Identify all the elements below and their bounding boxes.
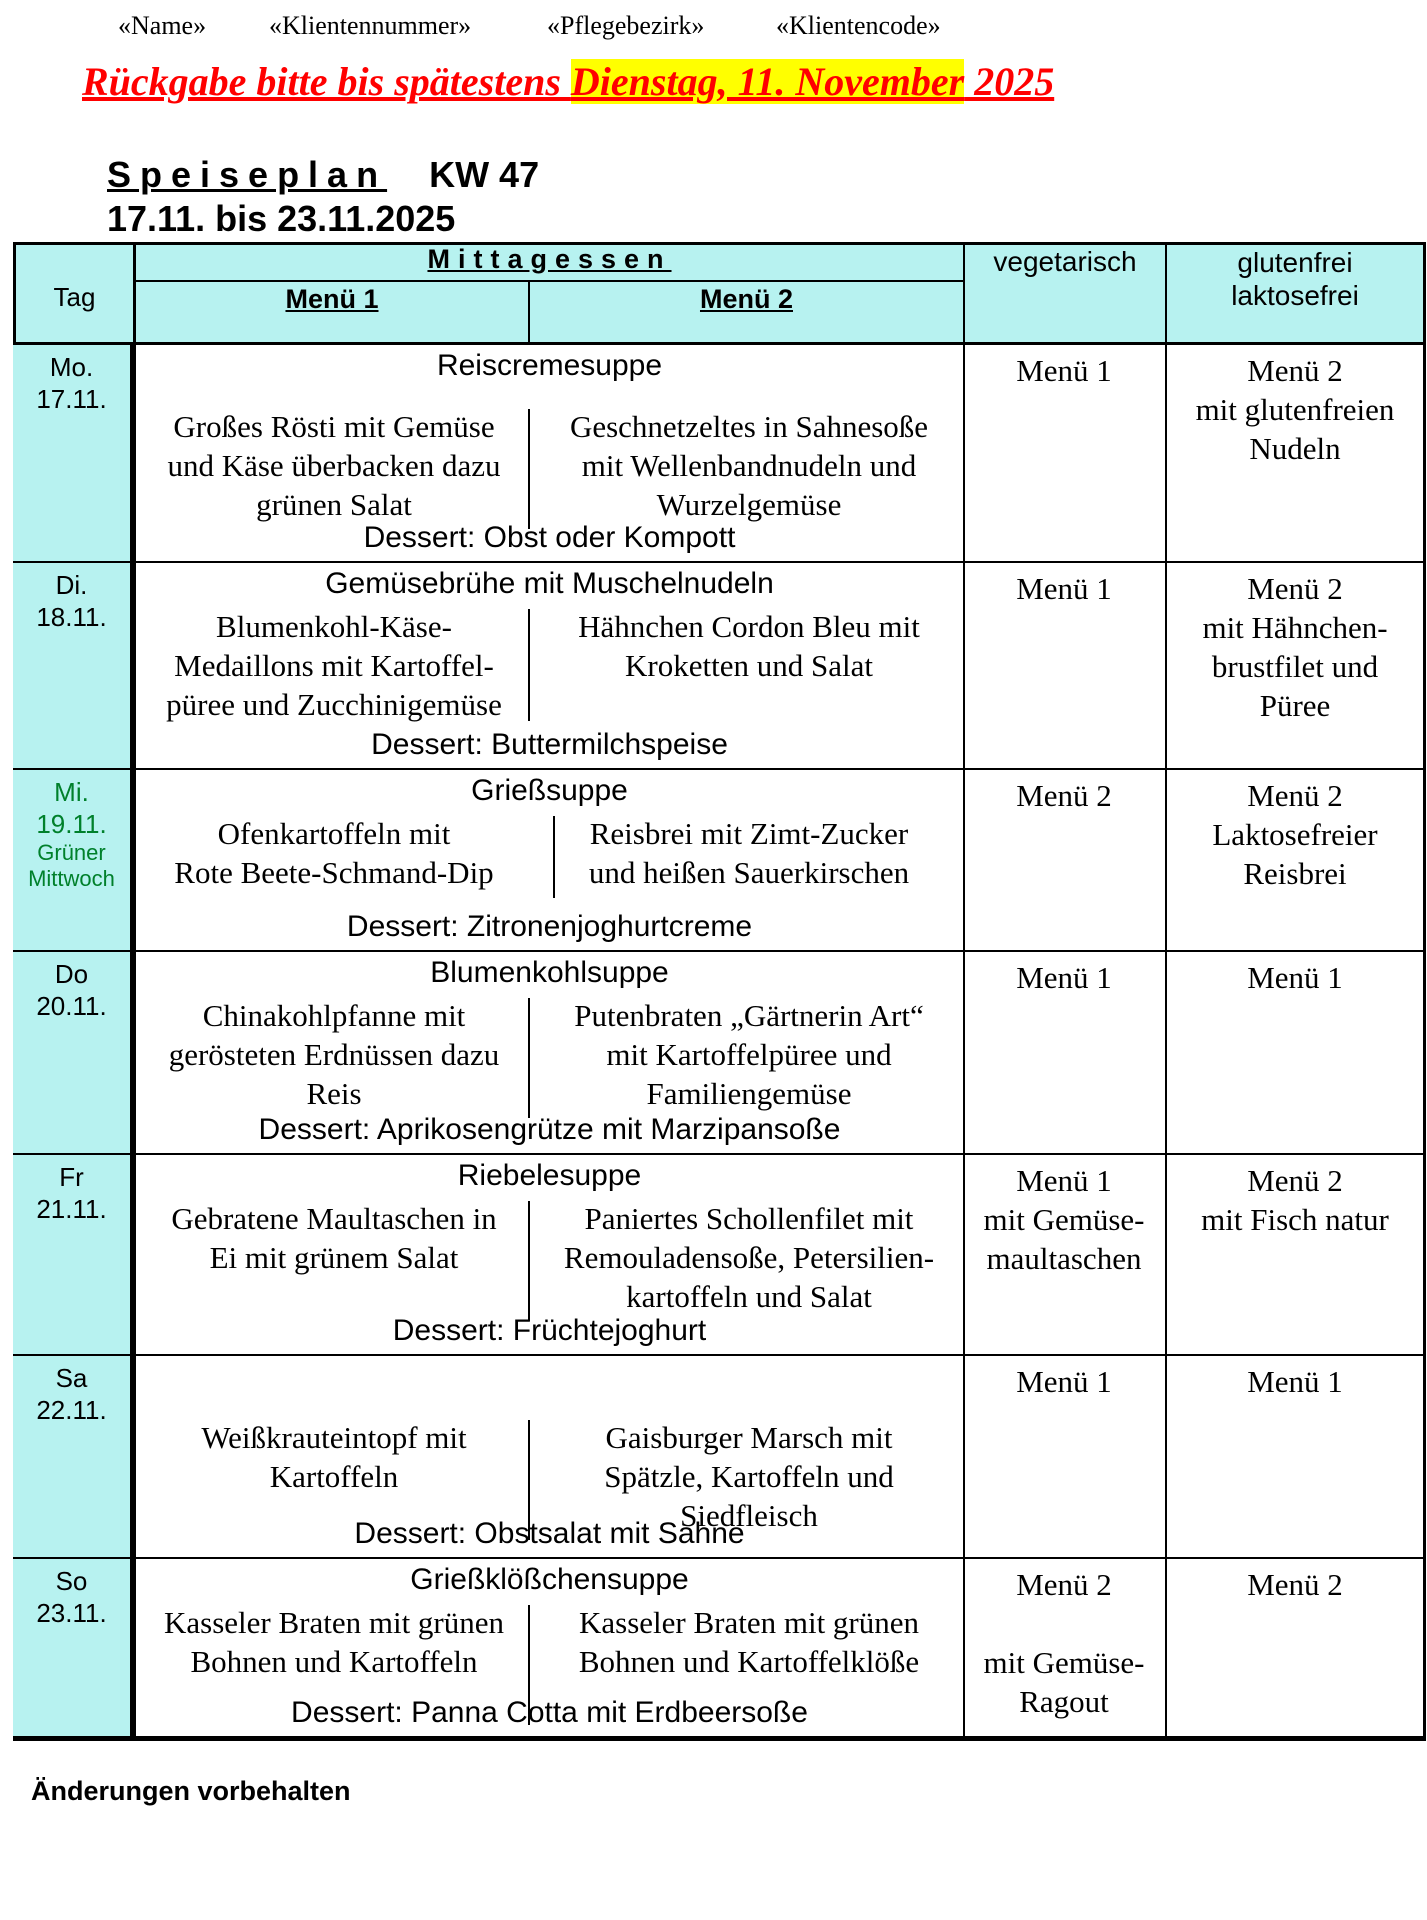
dessert-label: Dessert: Buttermilchspeise [371, 728, 728, 761]
merge-field-client-code: «Klientencode» [776, 11, 941, 40]
menu-2-dish: Gaisburger Marsch mit Spätzle, Kartoffeln und Siedfleisch [604, 1420, 894, 1533]
dessert-label: Dessert: Aprikosengrütze mit Marzipansoße [258, 1113, 841, 1146]
day-date: 23.11. [36, 1598, 107, 1628]
day-date: 17.11. [36, 384, 107, 414]
day-note-2: Mittwoch [28, 866, 115, 891]
day-cell [13, 345, 133, 563]
menu-1-dish: Großes Rösti mit Gemüse und Käse überbacken dazu grünen Salat [167, 409, 501, 522]
day-date: 21.11. [36, 1194, 107, 1224]
day-name: Mo. [49, 352, 94, 382]
day-cell [13, 1559, 133, 1738]
glutenfree-cell: Menü 1 [1247, 1364, 1343, 1399]
soup-label: Riebelesuppe [457, 1159, 642, 1192]
day-date: 19.11. [36, 809, 107, 839]
glutenfree-cell: Menü 1 [1247, 960, 1343, 995]
day-cell [13, 1155, 133, 1356]
menu-2-dish: Kasseler Braten mit grünen Bohnen und Kartoffelklöße [578, 1605, 920, 1679]
menu-1-dish: Chinakohlpfanne mit gerösteten Erdnüssen dazu Reis [168, 998, 500, 1111]
dessert-label: Dessert: Obstsalat mit Sahne [354, 1517, 745, 1550]
day-name: Do [54, 959, 89, 989]
menu-1-dish: Blumenkohl-Käse- Medaillons mit Kartoffel- püree und Zucchinigemüse [166, 609, 502, 722]
menu-divider [528, 609, 530, 721]
menu-divider [528, 1201, 530, 1321]
vegetarian-cell: Menü 2 mit Gemüse- Ragout [983, 1567, 1145, 1719]
day-name: Di. [55, 570, 88, 600]
row-divider [133, 1153, 1426, 1155]
page-title [107, 154, 539, 196]
menu-2-dish: Putenbraten „Gärtnerin Art“ mit Kartoffelpüree und Familiengemüse [574, 998, 924, 1111]
day-date: 22.11. [36, 1395, 107, 1425]
glutenfree-cell: Menü 2 mit glutenfreien Nudeln [1195, 353, 1395, 466]
glutenfree-cell: Menü 2 [1247, 1567, 1343, 1602]
glutenfree-cell: Menü 2 mit Hähnchen- brustfilet und Püree [1202, 571, 1388, 723]
glutenfree-cell: Menü 2 Laktosefreier Reisbrei [1212, 778, 1378, 891]
menu-1-dish: Weißkrauteintopf mit Kartoffeln [201, 1420, 467, 1494]
header-menu-1: Menü 1 [285, 284, 379, 314]
day-name: Mi. [54, 777, 89, 807]
day-cell [13, 1356, 133, 1559]
dessert-label: Dessert: Früchtejoghurt [392, 1314, 707, 1347]
menu-2-dish: Hähnchen Cordon Bleu mit Kroketten und Salat [578, 609, 920, 683]
header-vegetarian: vegetarisch [993, 246, 1137, 277]
day-name: Fr [59, 1162, 84, 1192]
merge-field-name: «Name» [118, 11, 207, 40]
header-glutenfree-line1: glutenfrei [1237, 247, 1353, 278]
menu-2-dish: Geschnetzeltes in Sahnesoße mit Wellenbandnudeln und Wurzelgemüse [569, 409, 929, 522]
menu-divider [528, 409, 530, 529]
soup-label: Gemüsebrühe mit Muschelnudeln [325, 567, 774, 600]
day-date: 18.11. [36, 602, 107, 632]
vegetarian-cell: Menü 1 [1016, 571, 1112, 606]
menu-divider [528, 998, 530, 1118]
return-notice-prefix: Rückgabe bitte bis spätestens [82, 59, 571, 104]
soup-label: Blumenkohlsuppe [430, 956, 669, 989]
menu-1-dish: Ofenkartoffeln mit Rote Beete-Schmand-Dip [174, 816, 494, 890]
glutenfree-cell: Menü 2 mit Fisch natur [1201, 1163, 1389, 1237]
menu-divider [553, 816, 555, 898]
vegetarian-cell: Menü 1 [1016, 1364, 1112, 1399]
menu-1-dish: Gebratene Maultaschen in Ei mit grünem Salat [171, 1201, 497, 1275]
vegetarian-cell: Menü 1 mit Gemüse- maultaschen [983, 1163, 1145, 1276]
menu-2-dish: Reisbrei mit Zimt-Zucker und heißen Sauerkirschen [588, 816, 910, 890]
merge-field-care-district: «Pflegebezirk» [547, 11, 705, 40]
day-cell [13, 952, 133, 1155]
vegetarian-cell: Menü 1 [1016, 960, 1112, 995]
day-cell [13, 770, 133, 952]
date-range: 17.11. bis 23.11.2025 [107, 198, 456, 239]
dessert-label: Dessert: Panna Cotta mit Erdbeersoße [291, 1696, 808, 1729]
row-divider [133, 561, 1426, 563]
header-lunch: Mittagessen [427, 244, 672, 274]
day-name: Sa [55, 1363, 88, 1393]
vegetarian-cell: Menü 1 [1016, 353, 1112, 388]
header-glutenfree [1167, 246, 1423, 312]
plan-title: Speiseplan [107, 154, 388, 195]
row-divider [133, 1557, 1426, 1559]
dessert-label: Dessert: Zitronenjoghurtcreme [346, 910, 753, 943]
menu-2-dish: Paniertes Schollenfilet mit Remouladensoße, Petersilien- kartoffeln und Salat [563, 1201, 935, 1314]
row-divider [133, 1354, 1426, 1356]
day-note-1: Grüner [37, 840, 106, 865]
soup-label: Reiscremesuppe [436, 349, 663, 382]
return-deadline-notice [82, 58, 1054, 105]
header-day: Tag [53, 282, 96, 312]
soup-label: Grießklößchensuppe [410, 1563, 689, 1596]
row-divider [133, 768, 1426, 770]
return-notice-highlight: Dienstag, 11. November [570, 59, 965, 104]
footer-note: Änderungen vorbehalten [31, 1776, 351, 1806]
day-cell [13, 563, 133, 770]
return-notice-suffix: 2025 [964, 59, 1055, 104]
dessert-label: Dessert: Obst oder Kompott [363, 521, 736, 554]
day-name: So [55, 1566, 88, 1596]
row-divider [133, 950, 1426, 952]
merge-field-client-number: «Klientennummer» [269, 11, 472, 40]
header-glutenfree-line2: laktosefrei [1231, 280, 1359, 311]
soup-label: Grießsuppe [471, 774, 628, 807]
menu-1-dish: Kasseler Braten mit grünen Bohnen und Kartoffeln [163, 1605, 505, 1679]
calendar-week: KW 47 [429, 154, 540, 195]
day-date: 20.11. [36, 991, 107, 1021]
vegetarian-cell: Menü 2 [1016, 778, 1112, 813]
header-menu-2: Menü 2 [699, 284, 793, 314]
